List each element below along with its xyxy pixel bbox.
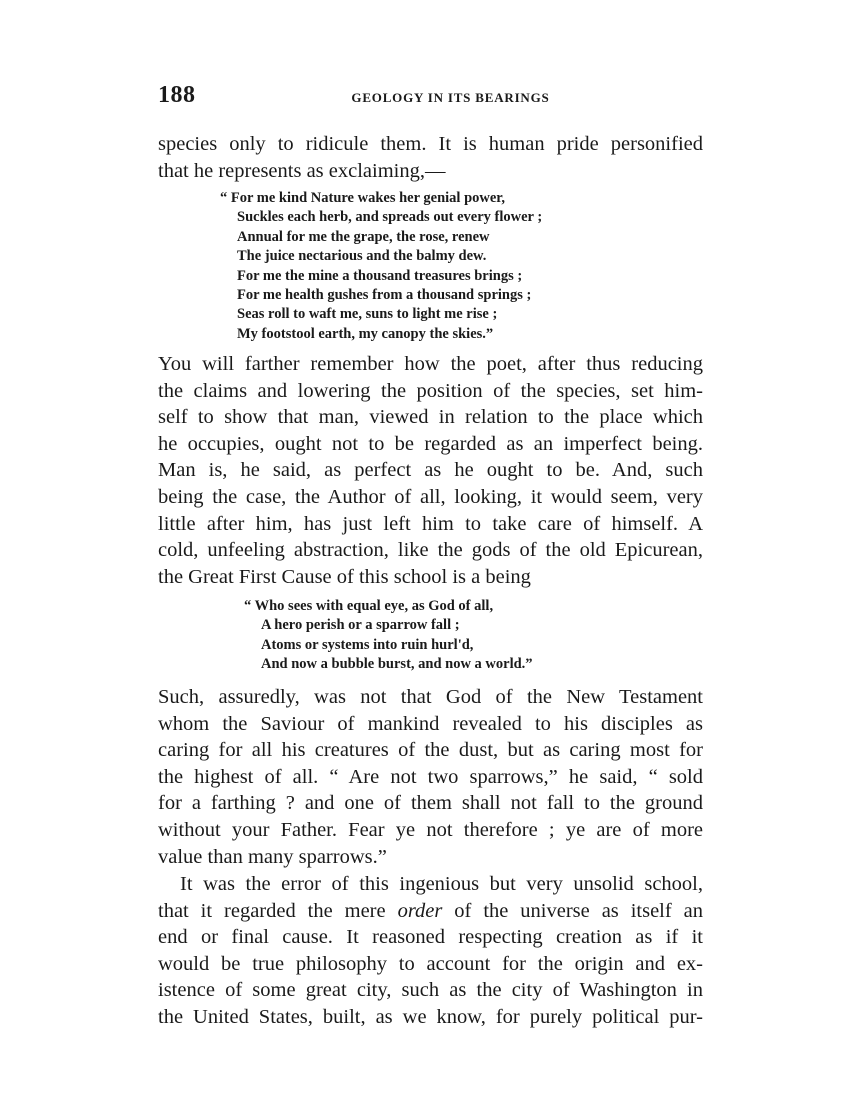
verse-line: And now a bubble burst, and now a world.” (261, 656, 533, 673)
text-line: whom the Saviour of mankind revealed to his disciples as (158, 712, 703, 735)
text-line: the United States, built, as we know, for purely political pur- (158, 1005, 703, 1028)
verse-line: A hero perish or a sparrow fall ; (261, 617, 460, 634)
running-head (158, 82, 703, 112)
text-line: the highest of all. “ Are not two sparrows,” he said, “ sold (158, 765, 703, 788)
text-line: You will farther remember how the poet, after thus reducing (158, 353, 703, 375)
text-line: cold, unfeeling abstraction, like the gods of the old Epicurean, (158, 539, 703, 562)
verse-line: Seas roll to waft me, suns to light me rise ; (237, 306, 498, 323)
verse-line: For me health gushes from a thousand springs ; (237, 286, 532, 303)
verse-line: For me the mine a thousand treasures brings ; (237, 267, 523, 284)
text-line: being the case, the Author of all, looking, it would seem, very (158, 485, 703, 508)
text-line: species only to ridicule them. It is human pride personified (158, 133, 703, 155)
text-line: It was the error of this ingenious but very unsolid school, (180, 873, 703, 895)
verse-line: Atoms or systems into ruin hurl'd, (261, 636, 474, 653)
running-title: GEOLOGY IN ITS BEARINGS (351, 90, 550, 105)
text-line: little after him, has just left him to take care of himself. A (158, 512, 703, 535)
verse-quotation-2 (244, 597, 533, 675)
verse-line: Suckles each herb, and spreads out every flower ; (237, 209, 543, 226)
verse-line: “ For me kind Nature wakes her genial power, (220, 190, 506, 206)
text-line: self to show that man, viewed in relation to the place which (158, 406, 703, 429)
verse-quotation-1 (220, 189, 542, 344)
paragraph-4 (158, 871, 703, 1031)
italic-word: order (397, 899, 443, 922)
text-line: caring for all his creatures of the dust, but as caring most for (158, 739, 703, 762)
text-line: he occupies, ought not to be regarded as an imperfect being. (158, 432, 703, 455)
text-line: Such, assuredly, was not that God of the New Testament (158, 686, 703, 708)
paragraph-2 (158, 351, 703, 590)
paragraph-3 (158, 684, 703, 870)
verse-line: My footstool earth, my canopy the skies.” (237, 325, 494, 342)
text-line (158, 898, 703, 925)
paragraph-1 (158, 131, 703, 184)
text-line: value than many sparrows.” (158, 845, 387, 868)
text-line: that he represents as exclaiming,— (158, 159, 446, 182)
page-number: 188 (158, 82, 196, 108)
verse-line: Annual for me the grape, the rose, renew (237, 228, 490, 245)
text-line: end or final cause. It reasoned respecting creation as if it (158, 926, 703, 949)
text-line: for a farthing ? and one of them shall not fall to the ground (158, 792, 703, 815)
verse-line: The juice nectarious and the balmy dew. (237, 248, 487, 265)
verse-line: “ Who sees with equal eye, as God of all, (244, 598, 494, 614)
text-line: the claims and lowering the position of the species, set him- (158, 379, 703, 402)
text-line: would be true philosophy to account for the origin and ex- (158, 952, 703, 975)
text-fragment: that it regarded the mere (158, 899, 398, 922)
text-line: the Great First Cause of this school is a being (158, 565, 531, 588)
text-line: istence of some great city, such as the city of Washington in (158, 979, 703, 1002)
text-line: without your Father. Fear ye not therefore ; ye are of more (158, 818, 703, 841)
text-line: Man is, he said, as perfect as he ought to be. And, such (158, 459, 703, 482)
text-fragment: of the universe as itself an (442, 899, 703, 922)
